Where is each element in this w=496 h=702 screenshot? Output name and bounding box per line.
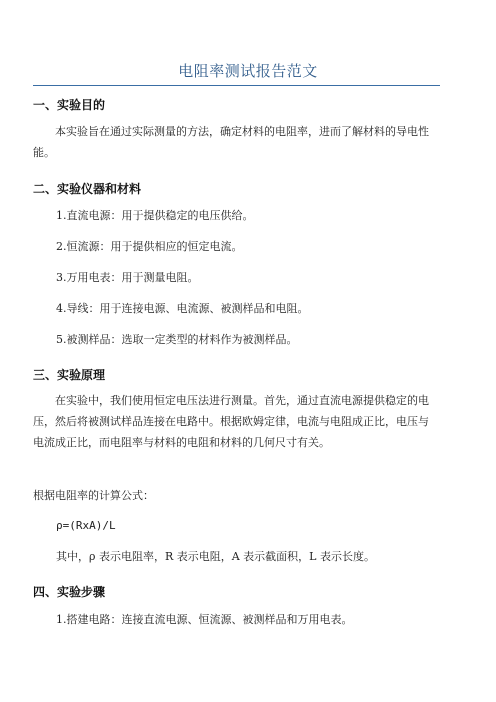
equipment-item: 4.导线：用于连接电源、电流源、被测样品和电阻。: [56, 302, 309, 315]
equipment-item: 3.万用电表：用于测量电阻。: [56, 271, 199, 284]
section-heading-steps: 四、实验步骤: [33, 585, 106, 599]
step-item: 1.搭建电路：连接直流电源、恒流源、被测样品和万用电表。: [56, 613, 353, 626]
section-heading-principle: 三、实验原理: [33, 368, 106, 382]
equipment-item: 2.恒流源：用于提供相应的恒定电流。: [56, 240, 243, 253]
principle-paragraph: 在实验中，我们使用恒定电压法进行测量。首先，通过直流电源提供稳定的电压，然后将被测试样品连接在电路中。根据欧姆定律，电流与电阻成正比，电压与电流成正比，而电阻率与材料的电阻和材料的几何尺寸有关。: [33, 394, 429, 449]
section-heading-purpose: 一、实验目的: [33, 98, 106, 112]
equipment-item: 5.被测样品：选取一定类型的材料作为被测样品。: [56, 333, 298, 346]
document-title: 电阻率测试报告范文: [178, 62, 318, 80]
equipment-item: 1.直流电源：用于提供稳定的电压供给。: [56, 209, 254, 222]
purpose-paragraph: 本实验旨在通过实际测量的方法，确定材料的电阻率，进而了解材料的导电性能。: [33, 125, 429, 159]
formula-explanation: 其中，ρ 表示电阻率，R 表示电阻，A 表示截面积，L 表示长度。: [56, 550, 375, 563]
section-heading-equipment: 二、实验仪器和材料: [33, 182, 142, 196]
formula-intro: 根据电阻率的计算公式：: [33, 489, 154, 502]
resistivity-formula: ρ=(RxA)/L: [56, 519, 116, 532]
title-rule: [33, 85, 440, 86]
